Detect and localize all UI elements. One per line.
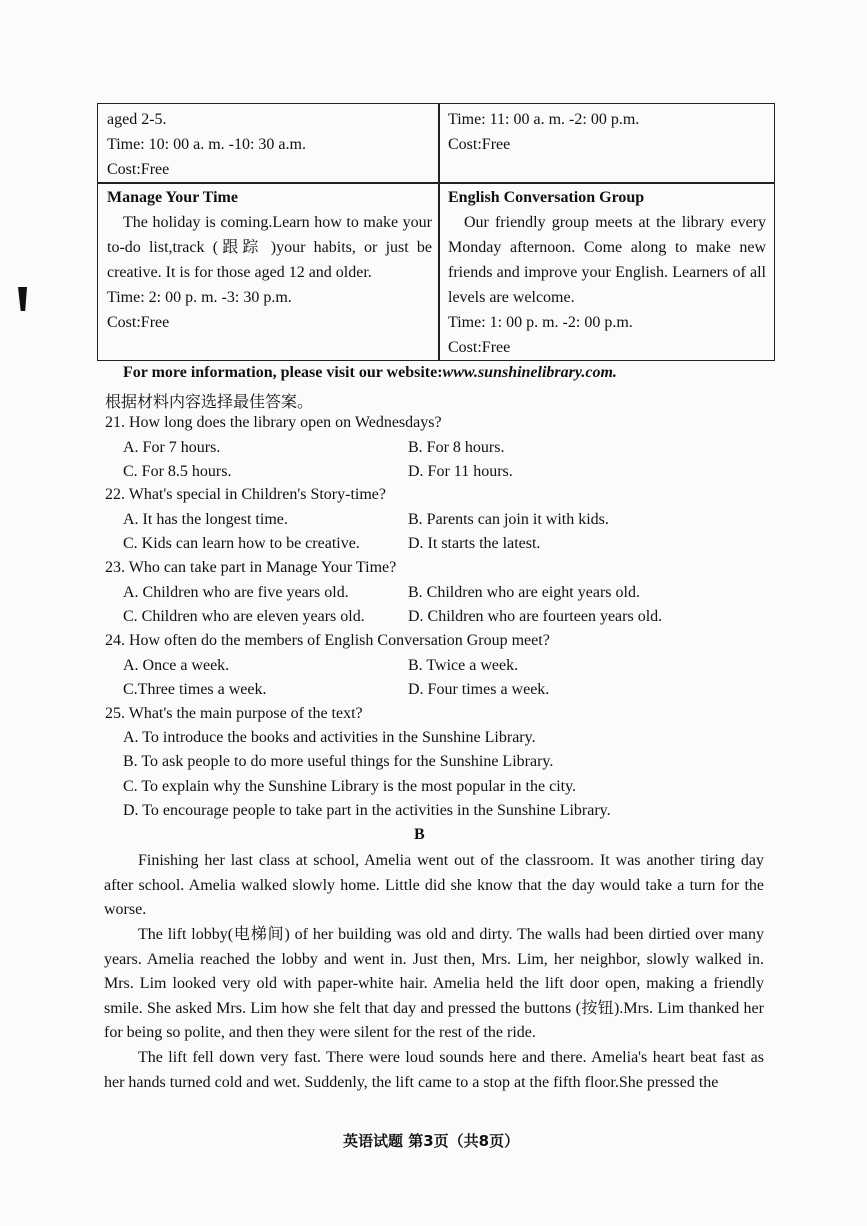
option-c: C. Children who are eleven years old. [123,608,365,625]
passage-paragraph: The lift lobby(电梯间) of her building was old and dirty. The walls had been dirtied over many years. Amelia reached the lobby and went in. Just then, Mrs. Lim, her neighbor, slowly walked in. Mrs. Lim looked very old with paper-white hair. Amelia held the lift door open, making a friendly smile. She asked Mrs. Lim how she felt that day and pressed the buttons (按钮).Mrs. Lim thanked her for being so polite, and then they were silent for the rest of the ride. [104,926,764,1041]
option-b: B. For 8 hours. [408,439,505,456]
cell-cost: Cost:Free [448,136,511,153]
option-d: D. For 11 hours. [408,463,513,480]
question-stem: 23. Who can take part in Manage Your Time? [105,559,397,576]
option-b: B. Children who are eight years old. [408,584,640,601]
option-d: D. Children who are fourteen years old. [408,608,663,625]
option-b: B. To ask people to do more useful things for the Sunshine Library. [123,753,554,770]
activity-title: Manage Your Time [107,189,238,206]
passage-paragraph: The lift fell down very fast. There were loud sounds here and there. Amelia's heart beat fast as her hands turned cold and wet. Suddenly, the lift came to a stop at the fifth floor.She pressed the [104,1049,764,1091]
cell-time: Time: 10: 00 a. m. -10: 30 a.m. [107,136,306,153]
table-divider-vertical [438,104,440,360]
option-c: C. For 8.5 hours. [123,463,232,480]
cell-childrens-story-time [107,107,432,182]
more-info-text: For more information, please visit our website: [123,364,443,381]
instruction: 根据材料内容选择最佳答案。 [105,394,314,411]
cell-line: aged 2-5. [107,111,167,128]
binding-mark [18,287,27,311]
option-c: C. Kids can learn how to be creative. [123,535,360,552]
question-stem: 24. How often do the members of English Conversation Group meet? [105,632,550,649]
question-stem: 21. How long does the library open on Wednesdays? [105,414,442,431]
cell-cost: Cost:Free [107,314,170,331]
option-d: D. To encourage people to take part in the activities in the Sunshine Library. [123,802,611,819]
website-url: www.sunshinelibrary.com. [442,364,617,381]
activity-description: The holiday is coming.Learn how to make your to-do list,track (跟踪 )your habits, or just be creative. It is for those aged 12 and older. [107,214,432,281]
option-a: A. To introduce the books and activities in the Sunshine Library. [123,729,536,746]
option-a: A. Children who are five years old. [123,584,349,601]
cell-manage-your-time [107,185,432,335]
option-a: A. For 7 hours. [123,439,221,456]
activity-table [97,103,775,361]
option-d: D. It starts the latest. [408,535,541,552]
cell-cost: Cost:Free [448,339,511,356]
cell-time: Time: 1: 00 p. m. -2: 00 p.m. [448,314,633,331]
cell-time: Time: 11: 00 a. m. -2: 00 p.m. [448,111,640,128]
page-footer: 英语试题 第3页（共8页） [343,1132,520,1150]
cell-top-right [448,107,766,157]
option-a: A. It has the longest time. [123,511,288,528]
cell-cost: Cost:Free [107,161,170,178]
more-info-line [123,364,617,382]
section-heading: B [414,826,425,843]
activity-description: Our friendly group meets at the library every Monday afternoon. Come along to make new friends and improve your English. Learners of all levels are welcome. [448,214,766,306]
option-b: B. Twice a week. [408,657,519,674]
option-c: C. To explain why the Sunshine Library is the most popular in the city. [123,778,577,795]
option-d: D. Four times a week. [408,681,550,698]
cell-english-conversation-group [448,185,766,360]
table-divider-horizontal [98,182,774,184]
option-a: A. Once a week. [123,657,230,674]
cell-time: Time: 2: 00 p. m. -3: 30 p.m. [107,289,292,306]
question-stem: 25. What's the main purpose of the text? [105,705,363,722]
passage-paragraph: Finishing her last class at school, Amelia went out of the classroom. It was another tiring day after school. Amelia walked slowly home. Little did she know that the day would take a turn for the worse. [104,852,764,918]
option-b: B. Parents can join it with kids. [408,511,609,528]
option-c: C.Three times a week. [123,681,267,698]
activity-title: English Conversation Group [448,189,645,206]
question-stem: 22. What's special in Children's Story-time? [105,486,386,503]
